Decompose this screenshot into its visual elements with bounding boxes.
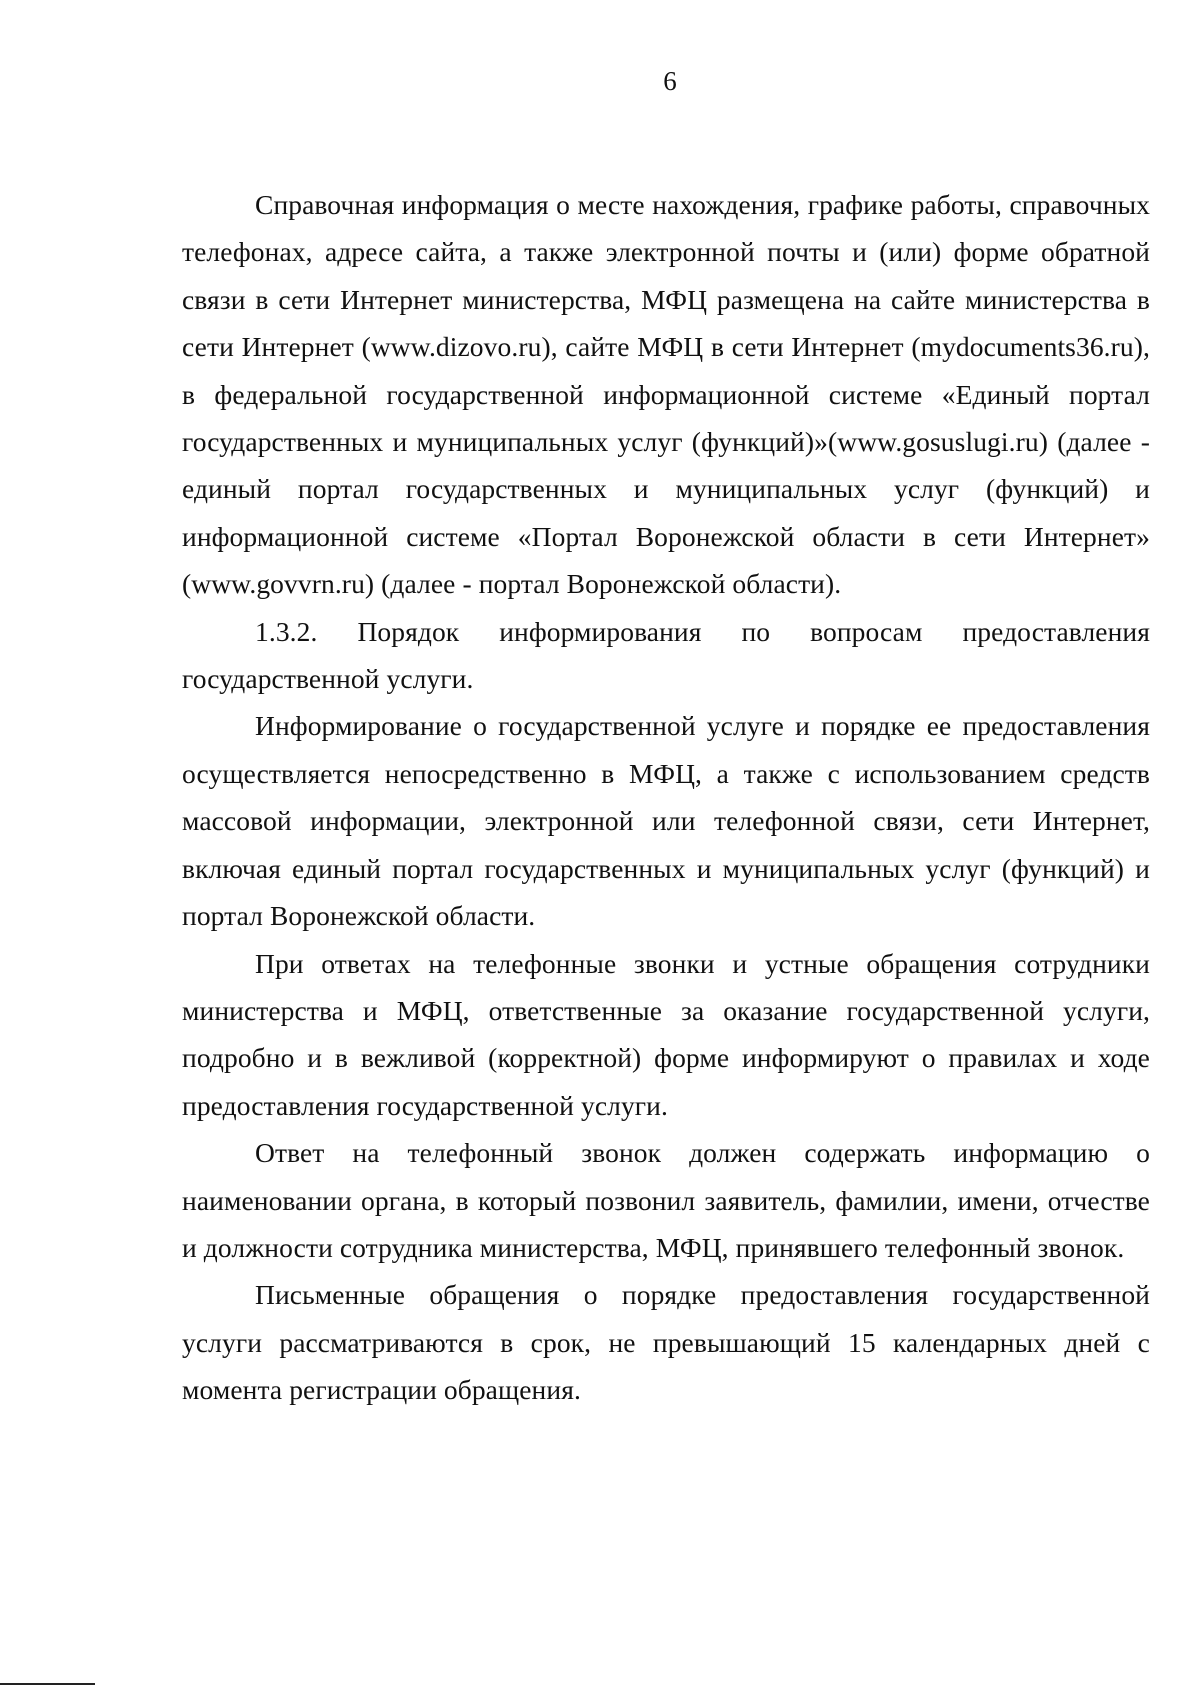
footer-divider (0, 1683, 95, 1685)
paragraph-reference-info: Справочная информация о месте нахождения, графике работы, справочных телефонах, адресе сайта, а также электронной почты и (или) форме обратной связи в сети Интернет министерства, МФЦ размещена на сайте министерства в сети Интернет (www.dizovo.ru), сайте МФЦ в сети Интернет (mydocuments36.ru), в федеральной государственной информационной системе «Единый портал государственных и муниципальных услуг (функций)»(www.gosuslugi.ru) (далее - единый портал государственных и муниципальных услуг (функций) и информационной системе «Портал Воронежской области в сети Интернет» (www.govvrn.ru) (далее - портал Воронежской области). (182, 189, 1150, 600)
paragraph-informing: Информирование о государственной услуге и порядке ее предоставления осуществляется непосредственно в МФЦ, а также с использованием средств массовой информации, электронной или телефонной связи, сети Интернет, включая единый портал государственных и муниципальных услуг (функций) и портал Воронежской области. (182, 710, 1150, 932)
page-number: 6 (663, 66, 677, 96)
paragraph-phone-answers: При ответах на телефонные звонки и устные обращения сотрудники министерства и МФЦ, ответственные за оказание государственной услуги, подробно и в вежливой (корректной) форме информируют о правилах и ходе предоставления государственной услуги. (182, 947, 1150, 1121)
paragraph-phone-call-content: Ответ на телефонный звонок должен содержать информацию о наименовании органа, в который позвонил заявитель, фамилии, имени, отчестве и должности сотрудника министерства, МФЦ, принявшего телефонный звонок. (182, 1137, 1150, 1263)
paragraph-written-requests: Письменные обращения о порядке предоставления государственной услуги рассматриваются в срок, не превышающий 15 календарных дней с момента регистрации обращения. (182, 1279, 1150, 1406)
paragraph-section-1-3-2: 1.3.2. Порядок информирования по вопросам предоставления государственной услуги. (182, 615, 1150, 695)
document-body (182, 181, 1150, 1414)
